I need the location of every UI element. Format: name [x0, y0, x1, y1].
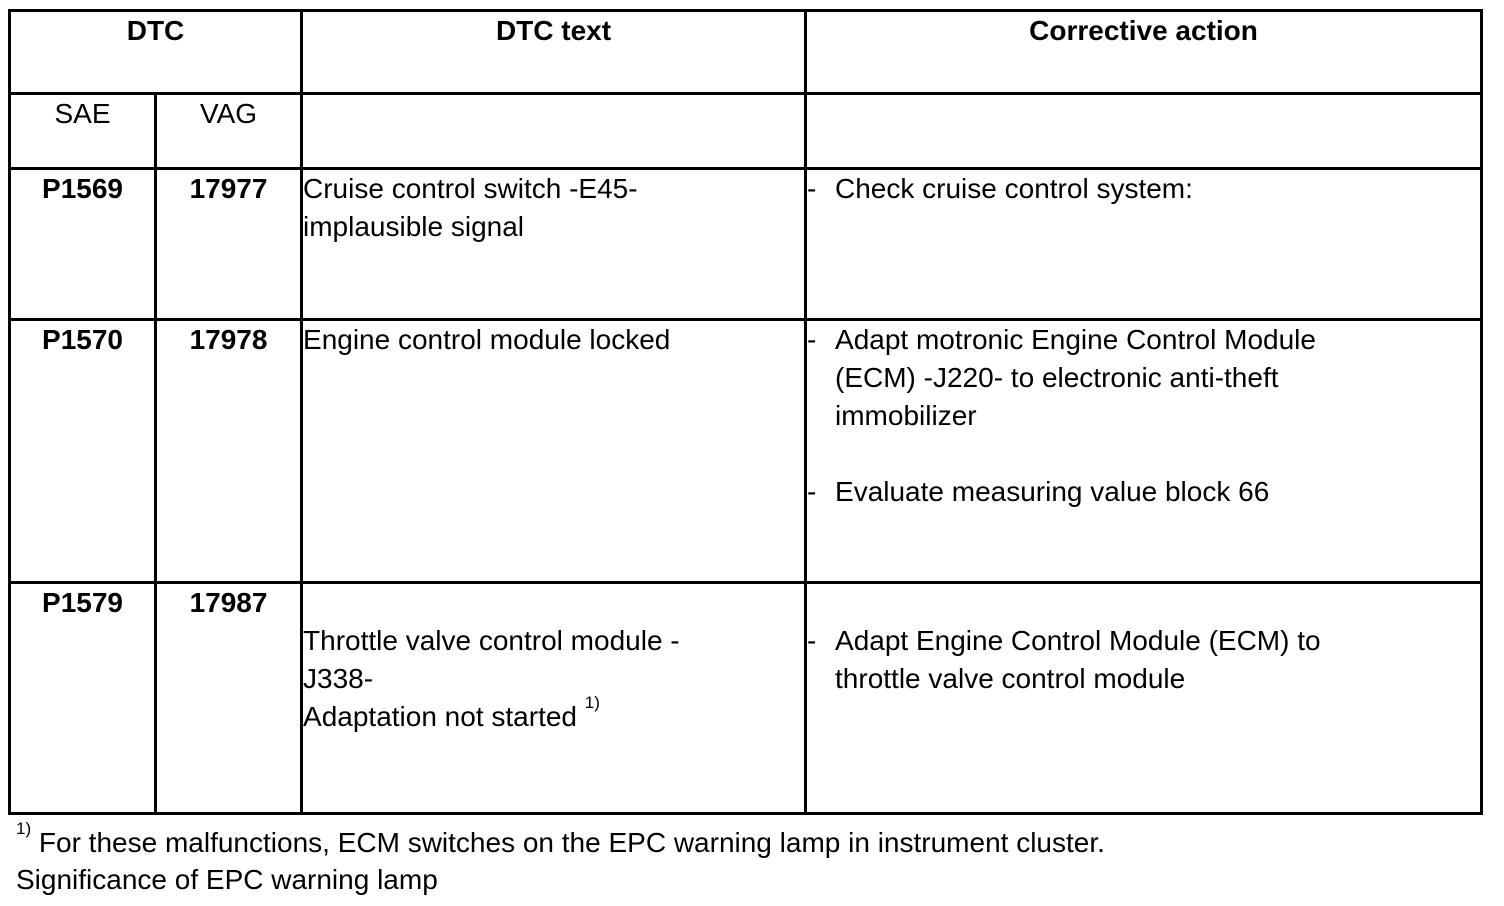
corrective-action-cell [806, 320, 1482, 583]
action-line: Adapt motronic Engine Control Module [835, 324, 1316, 355]
dtc-text-line: J338- [303, 663, 374, 694]
bullet-dash: - [807, 625, 817, 656]
bullet-dash: - [807, 476, 817, 507]
bullet-dash: - [807, 324, 817, 355]
table-row [10, 169, 1482, 320]
dtc-text-cell [302, 320, 806, 583]
footnote-line-2: Significance of EPC warning lamp [16, 864, 438, 895]
action-item [807, 622, 1480, 698]
dtc-text-cell [302, 169, 806, 320]
dtc-table [8, 9, 1483, 815]
sae-code: P1570 [10, 320, 156, 583]
footnote-text: For these malfunctions, ECM switches on the EPC warning lamp in instrument cluster. [38, 827, 1105, 858]
header-dtc: DTC [10, 11, 302, 94]
sae-code: P1579 [10, 583, 156, 814]
dtc-text-line: Cruise control switch -E45- [303, 173, 638, 204]
dtc-text-line-with-footnote [303, 693, 804, 736]
bullet-dash: - [807, 173, 817, 204]
vag-code: 17987 [156, 583, 302, 814]
vag-code: 17977 [156, 169, 302, 320]
dtc-text-line: Engine control module locked [303, 324, 671, 355]
action-item [807, 170, 1480, 208]
action-item [807, 321, 1480, 435]
subheader-vag: VAG [156, 94, 302, 169]
dtc-text-cell [302, 583, 806, 814]
action-line: (ECM) -J220- to electronic anti-theft [835, 362, 1279, 393]
corrective-action-cell [806, 583, 1482, 814]
action-line: Evaluate measuring value block 66 [835, 476, 1270, 507]
corrective-action-cell [806, 169, 1482, 320]
dtc-text-line: Throttle valve control module - [303, 625, 680, 656]
action-line: Adapt Engine Control Module (ECM) to [835, 625, 1321, 656]
footnote-mark: 1) [16, 819, 32, 838]
dtc-text-line: Adaptation not started [303, 701, 577, 732]
subheader-empty-text [302, 94, 806, 169]
vag-code: 17978 [156, 320, 302, 583]
header-corrective-action: Corrective action [806, 11, 1482, 94]
footnote-mark: 1) [584, 693, 600, 712]
footnote [16, 819, 1105, 898]
table-row [10, 583, 1482, 814]
header-dtc-text: DTC text [302, 11, 806, 94]
dtc-text-line: implausible signal [303, 211, 525, 242]
action-line: throttle valve control module [835, 663, 1186, 694]
action-line: Check cruise control system: [835, 173, 1193, 204]
subheader-sae: SAE [10, 94, 156, 169]
header-row [10, 11, 1482, 94]
sae-code: P1569 [10, 169, 156, 320]
table-row [10, 320, 1482, 583]
action-item [807, 473, 1480, 511]
action-line: immobilizer [835, 400, 977, 431]
footnote-line-1 [16, 819, 1105, 861]
subheader-empty-action [806, 94, 1482, 169]
subheader-row [10, 94, 1482, 169]
